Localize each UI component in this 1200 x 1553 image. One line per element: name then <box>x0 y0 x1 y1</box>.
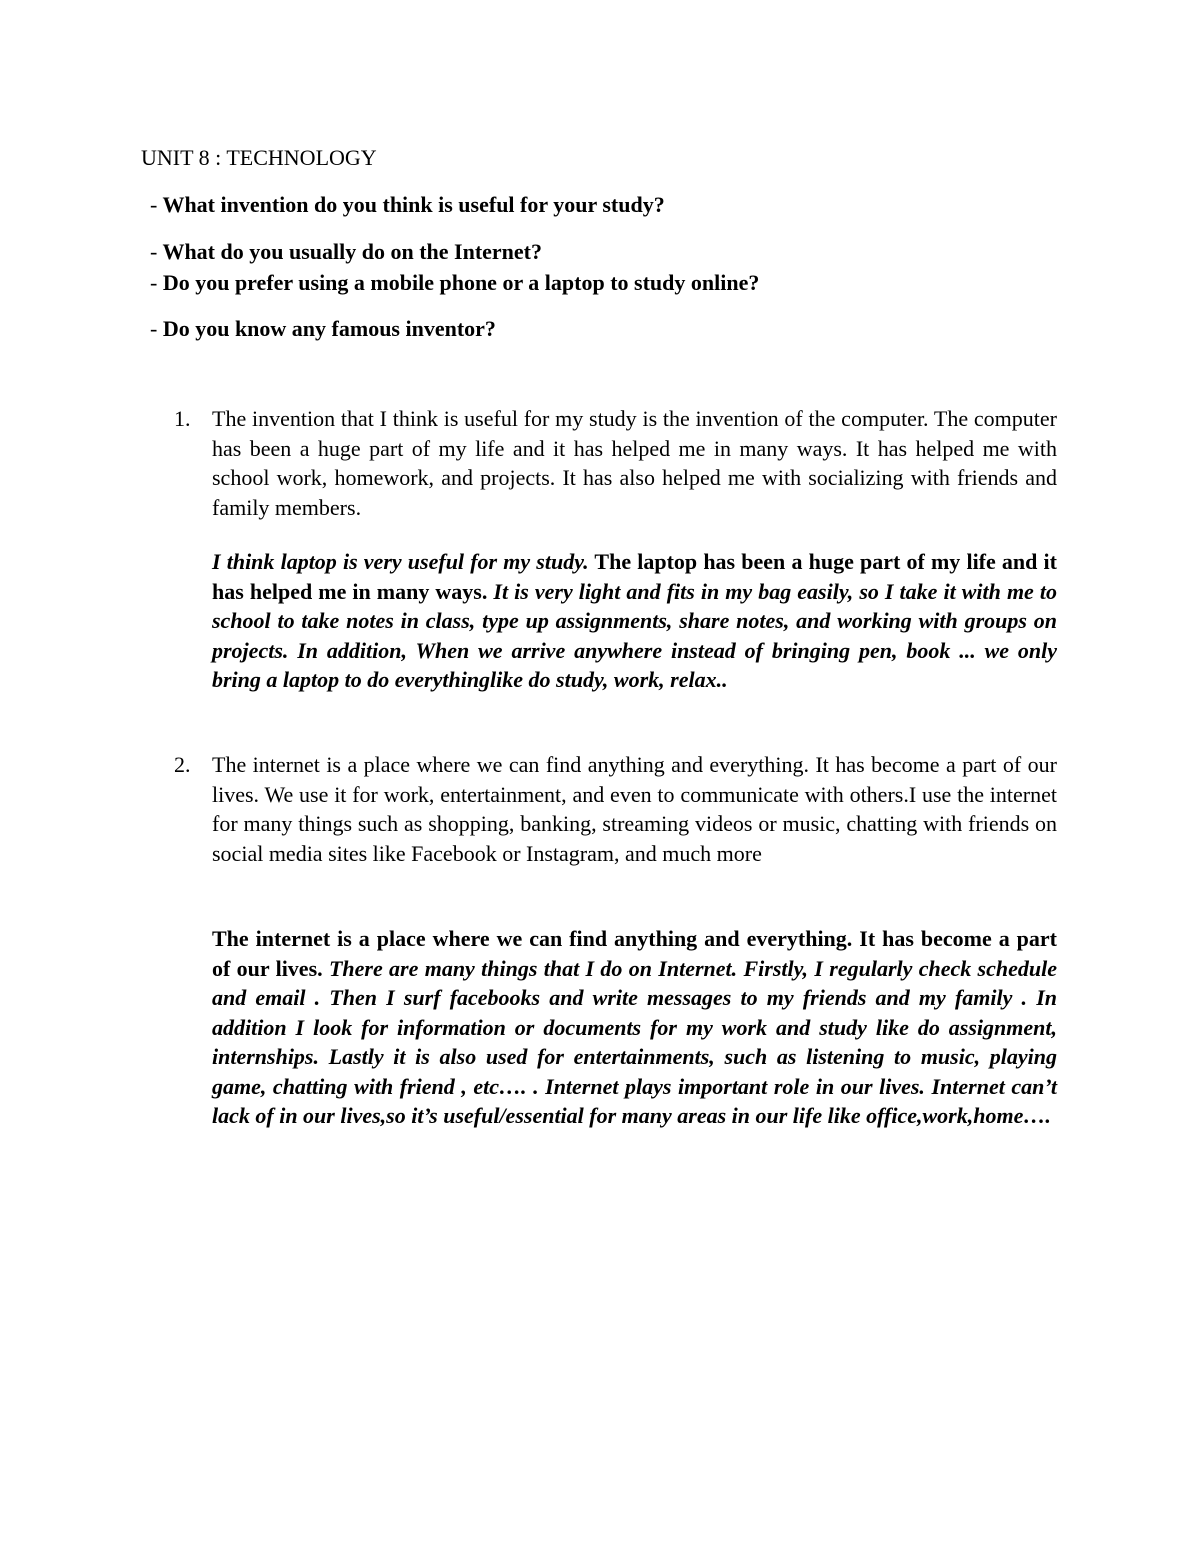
answer-1-bold-italic-lead: I think laptop is very useful for my study. <box>212 549 589 574</box>
answer-2-bold-paragraph <box>212 924 1057 1131</box>
question-text: Do you prefer using a mobile phone or a laptop to study online? <box>162 270 760 295</box>
answer-number-1: 1. <box>174 406 191 431</box>
answer-1-bold-plain: The laptop has been a huge part of my life and it has helped me in many ways. <box>212 549 1057 604</box>
question-dash: - <box>150 192 158 217</box>
answer-1-bold-italic-tail: It is very light and fits in my bag easily, so I take it with me to school to take notes in class, type up assignments, share notes, and working with groups on projects. In addition, When we arrive anywhere instead of bringing pen, book ... we only bring a laptop to do everythinglike do study, work, relax.. <box>212 578 1057 692</box>
answer-number-2: 2. <box>174 752 191 777</box>
question-4 <box>150 315 496 343</box>
answer-1-paragraph: The invention that I think is useful for my study is the invention of the computer. The computer has been a huge part of my life and it has helped me in many ways. It has helped me with school work, homework, and projects. It has also helped me with socializing with friends and family members. <box>212 406 1057 520</box>
question-text: What invention do you think is useful for your study? <box>162 192 665 217</box>
question-text: What do you usually do on the Internet? <box>162 239 543 264</box>
answer-2-paragraph: The internet is a place where we can find anything and everything. It has become a part of our lives. We use it for work, entertainment, and even to communicate with others.I use the internet for many things such as shopping, banking, streaming videos or music, chatting with friends on social media sites like Facebook or Instagram, and much more <box>212 752 1057 866</box>
question-dash: - <box>150 239 158 264</box>
question-2 <box>150 238 542 266</box>
question-text: Do you know any famous inventor? <box>162 316 496 341</box>
question-dash: - <box>150 270 158 295</box>
question-3 <box>150 269 759 297</box>
unit-title: UNIT 8 : TECHNOLOGY <box>141 145 377 170</box>
answer-1-bold-paragraph <box>212 547 1057 695</box>
answer-2-bold-italic: There are many things that I do on Internet. Firstly, I regularly check schedule and email . Then I surf facebooks and write messages to my friends and my family . In addition I look for information or documents for my work and study like do assignment, internships. Lastly it is also used for entertainments, such as listening to music, playing game, chatting with friend , etc…. . Internet plays important role in our lives. Internet can’t lack of in our lives,so it’s useful/essential for many areas in our life like office,work,home…. <box>212 955 1057 1128</box>
question-1 <box>150 191 665 219</box>
answer-2-bold-plain: The internet is a place where we can find anything and everything. It has become a part of our lives. <box>212 926 1057 981</box>
question-dash: - <box>150 316 158 341</box>
